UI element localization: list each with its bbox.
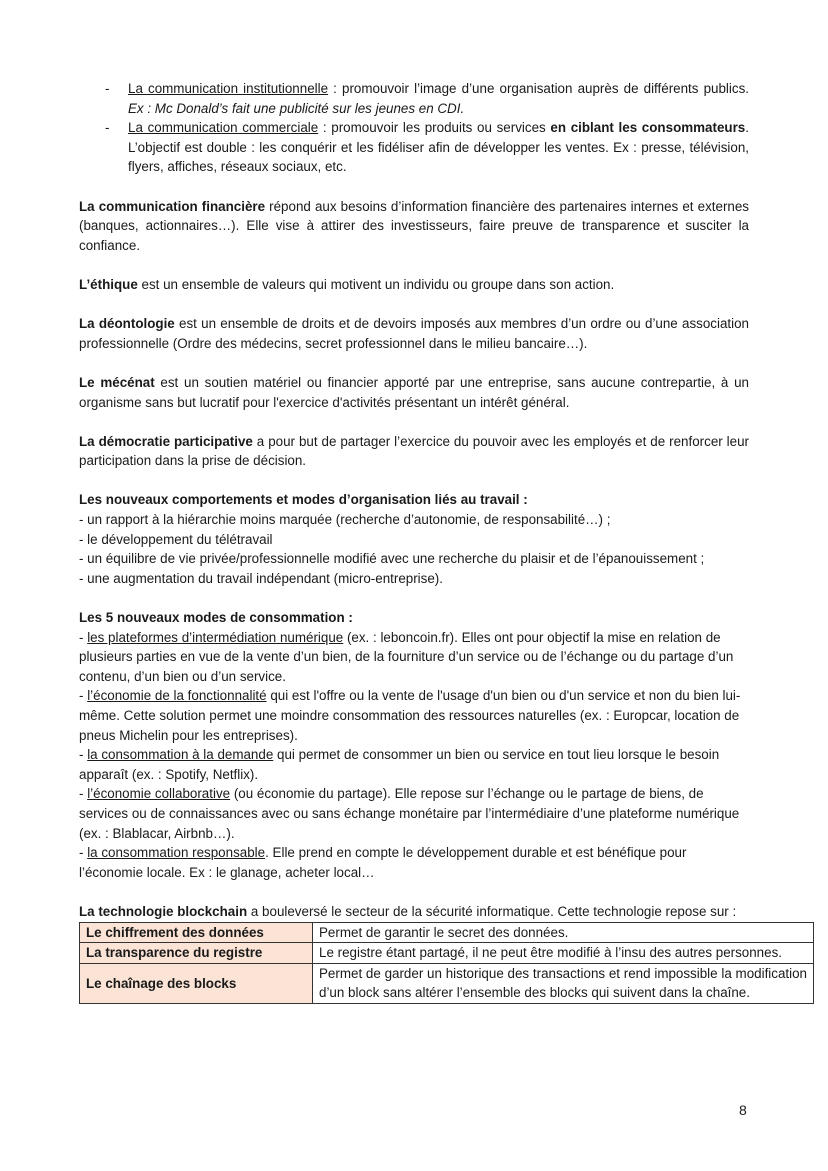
table-row	[80, 963, 814, 1003]
definition-text: répond aux besoins d’information financière des partenaires internes et externes (banques, actionnaires…). Elle vise à attirer des investisseurs, faire preuve de transparence et susciter la confiance.	[79, 198, 749, 253]
heading-text: Les nouveaux comportements et modes d’organisation liés au travail :	[79, 492, 528, 508]
list-item: - l’économie de la fonctionnalité qui est l'offre ou la vente de l'usage d'un bien ou d'un service et non du bien lui-même. Cette solution permet une moindre consommation des ressources naturelles (ex. : Europcar, location de pneus Michelin pour les entreprises).	[79, 688, 741, 743]
table-row	[80, 943, 814, 964]
definition-text: (ou économie du partage). Elle repose sur l’échange ou le partage de biens, de services ou de connaissances avec ou sans échange monétaire par l’intermédiaire d’une plateforme numérique (ex. : Blablacar, Airbnb…).	[79, 786, 740, 841]
table-key-cell: Le chaînage des blocks	[80, 963, 313, 1003]
definition-paragraph	[79, 275, 749, 295]
term: la consommation responsable	[87, 845, 266, 861]
definition-text: est un ensemble de valeurs qui motivent un individu ou groupe dans son action.	[137, 276, 615, 292]
table-row	[80, 922, 814, 943]
definition-text: a bouleversé le secteur de la sécurité informatique. Cette technologie repose sur :	[247, 903, 737, 919]
definition-paragraph	[79, 314, 749, 353]
definition-text: a pour but de partager l’exercice du pouvoir avec les employés et de renforcer leur participation dans la prise de décision.	[79, 433, 749, 469]
work-section	[79, 490, 749, 588]
blockchain-table	[79, 922, 814, 1004]
example-text: Ex : Mc Donald’s fait une publicité sur les jeunes en CDI.	[128, 100, 465, 116]
table-key-cell: La transparence du registre	[80, 943, 313, 964]
blockchain-intro	[79, 902, 749, 922]
emphasis-text: en ciblant les consommateurs	[550, 120, 746, 136]
list-item: - le développement du télétravail	[79, 531, 273, 547]
table-key-cell: Le chiffrement des données	[80, 922, 313, 943]
list-item: - une augmentation du travail indépendant (micro-entreprise).	[79, 570, 443, 586]
definition-text: qui permet de consommer un bien ou service en tout lieu lorsque le besoin apparaît (ex. : Spotify, Netflix).	[79, 747, 720, 782]
communication-list	[79, 79, 749, 177]
term: la consommation à la demande	[87, 747, 274, 763]
definition-paragraph	[79, 197, 749, 256]
dash-bullet: -	[105, 81, 110, 96]
document-page	[79, 79, 807, 1004]
term: La communication institutionnelle	[128, 81, 329, 96]
table-value-cell: Le registre étant partagé, il ne peut être modifié à l’insu des autres personnes.	[313, 943, 814, 964]
definition-text: qui est l'offre ou la vente de l'usage d'un bien ou d'un service et non du bien lui-même. Cette solution permet une moindre consommation des ressources naturelles (ex. : Europcar, location de pneus Michelin pour les entreprises).	[79, 688, 741, 743]
list-item: - la consommation responsable. Elle prend en compte le développement durable et est bénéfique pour l’économie locale. Ex : le glanage, acheter local…	[79, 845, 687, 880]
blockchain-section	[79, 902, 807, 1004]
dash-bullet: -	[105, 120, 110, 136]
consumption-section	[79, 608, 749, 882]
list-item	[79, 79, 749, 118]
definition-paragraph	[79, 432, 749, 471]
definition-text: . L’objectif est double : les conquérir et les fidéliser afin de développer les ventes. Ex : presse, télévision, flyers, affiches, réseaux sociaux, etc.	[128, 120, 749, 175]
term: La technologie blockchain	[79, 903, 248, 919]
list-item: - un équilibre de vie privée/professionnelle modifié avec une recherche du plaisir et de l’épanouissement ;	[79, 551, 705, 567]
term: La communication financière	[79, 198, 266, 214]
list-item: - la consommation à la demande qui permet de consommer un bien ou service en tout lieu lorsque le besoin apparaît (ex. : Spotify, Netflix).	[79, 747, 720, 782]
list-item: - l’économie collaborative (ou économie du partage). Elle repose sur l’échange ou le partage de biens, de services ou de connaissances avec ou sans échange monétaire par l’intermédiaire d’une plateforme numérique (ex. : Blablacar, Airbnb…).	[79, 786, 740, 841]
term: les plateformes d’intermédiation numérique	[87, 629, 344, 645]
definition-text: : promouvoir les produits ou services	[318, 120, 551, 136]
page-number: 8	[739, 1102, 747, 1118]
term: La déontologie	[79, 316, 175, 332]
definition-text: est un ensemble de droits et de devoirs imposés aux membres d’un ordre ou d’une association professionnelle (Ordre des médecins, secret professionnel dans le milieu bancaire…).	[79, 316, 750, 351]
definition-text: : promouvoir l’image d’une organisation auprès de différents publics.	[328, 81, 749, 96]
definition-text: . Elle prend en compte le développement durable et est bénéfique pour l’économie locale. Ex : le glanage, acheter local…	[79, 845, 687, 880]
list-item: - les plateformes d’intermédiation numérique (ex. : leboncoin.fr). Elles ont pour objectif la mise en relation de plusieurs parties en vue de la vente d’un bien, de la fourniture d’un service ou de l’échange ou du partage d’un contenu, d’un bien ou d’un service.	[79, 629, 734, 684]
term: Le mécénat	[79, 374, 155, 390]
list-item	[79, 118, 749, 177]
term: La communication commerciale	[128, 120, 319, 136]
term: La démocratie participative	[79, 433, 253, 449]
table-value-cell: Permet de garantir le secret des données.	[313, 922, 814, 943]
definition-text: est un soutien matériel ou financier apporté par une entreprise, sans aucune contrepartie, à un organisme sans but lucratif pour l'exercice d'activités présentant un intérêt général.	[79, 374, 749, 410]
term: l’économie de la fonctionnalité	[87, 688, 267, 704]
term: L’éthique	[79, 276, 138, 292]
section-heading	[79, 490, 749, 510]
section-heading	[79, 608, 749, 628]
table-value-cell: Permet de garder un historique des transactions et rend impossible la modification d’un block sans altérer l’ensemble des blocks qui suivent dans la chaîne.	[313, 963, 814, 1003]
heading-text: Les 5 nouveaux modes de consommation :	[79, 610, 353, 626]
definition-text: (ex. : leboncoin.fr). Elles ont pour objectif la mise en relation de plusieurs parties en vue de la vente d’un bien, de la fourniture d’un service ou de l’échange ou du partage d’un contenu, d’un bien ou d’un service.	[79, 629, 734, 684]
term: l’économie collaborative	[87, 786, 231, 802]
list-item: - un rapport à la hiérarchie moins marquée (recherche d’autonomie, de responsabilité…) ;	[79, 512, 611, 528]
definition-paragraph	[79, 373, 749, 412]
